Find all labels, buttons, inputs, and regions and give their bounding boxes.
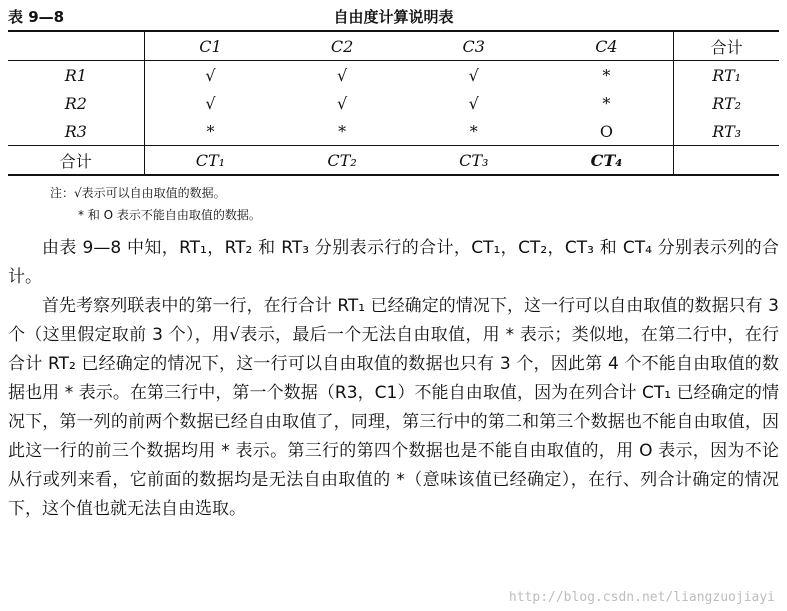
table-row bbox=[8, 61, 779, 90]
table-cell: * bbox=[338, 121, 347, 141]
table-cell: √ bbox=[336, 65, 348, 85]
header-empty bbox=[8, 31, 144, 61]
table-cell: * bbox=[469, 121, 478, 141]
row-label: R1 bbox=[64, 65, 87, 85]
row-label: R2 bbox=[64, 93, 87, 113]
header-c1: C1 bbox=[144, 31, 276, 61]
table-cell: * bbox=[602, 65, 611, 85]
note-line-1: 注：√表示可以自由取值的数据。 bbox=[50, 186, 226, 200]
header-c2: C2 bbox=[276, 31, 408, 61]
table-cell: * bbox=[144, 117, 276, 146]
table-row bbox=[8, 89, 779, 117]
table-total-row bbox=[8, 146, 779, 176]
table-title: 自由度计算说明表 bbox=[333, 8, 454, 26]
table-cell: √ bbox=[336, 93, 348, 113]
header-c4: C4 bbox=[540, 31, 674, 61]
row-total: RT₁ bbox=[674, 61, 779, 90]
header-c3: C3 bbox=[408, 31, 540, 61]
grand-total bbox=[674, 146, 779, 176]
total-row-label: 合计 bbox=[8, 146, 144, 176]
table-cell: * bbox=[602, 93, 611, 113]
table-cell: O bbox=[599, 121, 613, 141]
column-total: CT₂ bbox=[276, 146, 408, 176]
row-label: R3 bbox=[64, 121, 87, 141]
table-number: 表 9—8 bbox=[8, 8, 65, 26]
table-cell: √ bbox=[468, 65, 479, 85]
paragraph: 由表 9—8 中知，RT₁，RT₂ 和 RT₃ 分别表示行的合计，CT₁，CT₂，CT₃ 和 CT₄ 分别表示列的合计。 bbox=[8, 238, 779, 287]
column-total: CT₃ bbox=[408, 146, 540, 176]
note-line-2: * 和 O 表示不能自由取值的数据。 bbox=[78, 208, 261, 222]
table-header-row bbox=[8, 31, 779, 61]
table-cell: √ bbox=[468, 93, 479, 113]
table-cell: √ bbox=[144, 89, 276, 117]
table-cell: √ bbox=[144, 61, 276, 90]
body-text bbox=[8, 234, 779, 524]
column-total: CT₁ bbox=[144, 146, 276, 176]
paragraph: 首先考察列联表中的第一行，在行合计 RT₁ 已经确定的情况下，这一行可以自由取值的数据只有 3 个（这里假定取前 3 个），用√表示，最后一个无法自由取值，用 * 表示；类似地，在第二行中，在行合计 RT₂ 已经确定的情况下，这一行可以自由取值的数据也只有 3 个，因此第 4 个不能自由取值的数据也用 * 表示。在第三行中，第一个数据（R3，C1）不能自由取值，因为在列合计 CT₁ 已经确定的情况下，第一列的前两个数据已经自由取值了，同理，第三行中的第二和第三个数据也不能自由取值，因此这一行的前三个数据均用 * 表示。第三行的第四个数据也是不能自由取值的，用 O 表示，因为不论从行或列来看，它前面的数据均是无法自由取值的 *（意味该值已经确定），在行、列合计确定的情况下，这个值也就无法自由选取。 bbox=[8, 296, 779, 519]
watermark: http://blog.csdn.net/liangzuojiayi bbox=[508, 590, 775, 605]
row-total: RT₃ bbox=[674, 117, 779, 146]
row-total: RT₂ bbox=[674, 89, 779, 117]
table-header bbox=[8, 6, 779, 28]
column-total: CT₄ bbox=[540, 146, 674, 176]
freedom-table bbox=[8, 30, 779, 176]
header-total: 合计 bbox=[674, 31, 779, 61]
table-row bbox=[8, 117, 779, 146]
table-notes bbox=[50, 182, 261, 226]
